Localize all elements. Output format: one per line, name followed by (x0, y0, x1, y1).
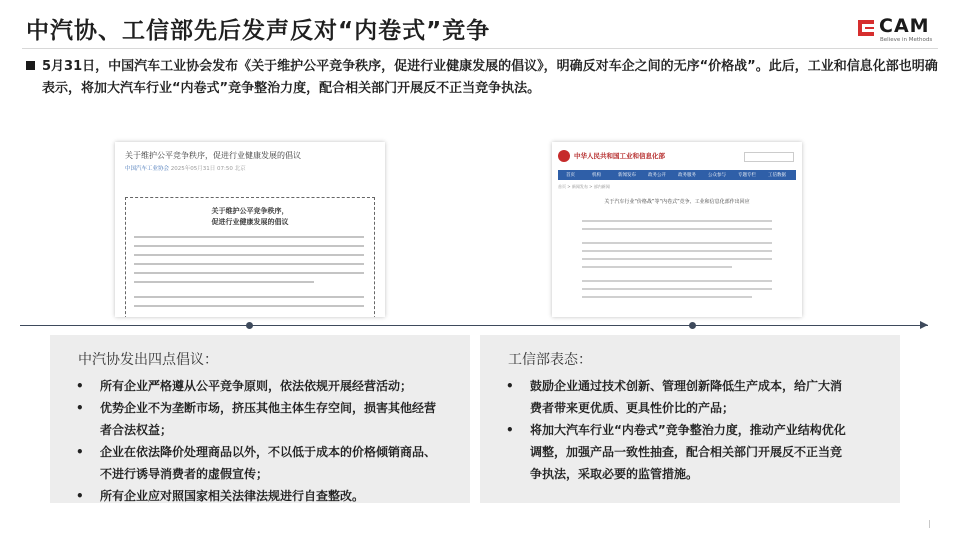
text-line (582, 296, 752, 298)
text-line (134, 281, 314, 283)
cpca-initiative-panel (50, 335, 470, 503)
miit-nav-item: 首页 (566, 173, 575, 178)
timeline-arrow-icon (920, 321, 928, 329)
miit-nav-bar (558, 170, 796, 180)
announcement-box-heading (126, 206, 374, 228)
miit-nav-item: 政务公开 (648, 173, 666, 178)
announcement-box-heading-line-2: 促进行业健康发展的倡议 (211, 218, 289, 226)
text-line (134, 254, 364, 256)
announcement-meta (125, 164, 246, 172)
miit-statement-panel (480, 335, 900, 503)
title-divider (22, 48, 938, 49)
announcement-source: 中国汽车工业协会 (125, 166, 170, 172)
national-emblem-icon (558, 150, 570, 162)
announcement-title: 关于维护公平竞争秩序，促进行业健康发展的倡议 (125, 151, 301, 160)
caam-announcement-screenshot (115, 142, 385, 317)
list-item: • 优势企业不为垄断市场，挤压其他主体生存空间，损害其他经营者合法权益； (50, 397, 438, 441)
intro-paragraph (42, 56, 942, 100)
text-line (582, 258, 772, 260)
miit-nav-item: 专题专栏 (738, 173, 756, 178)
logo-tagline: Believe in Methods (880, 37, 933, 43)
announcement-body-box (125, 197, 375, 317)
miit-nav-item: 公众参与 (708, 173, 726, 178)
text-line (134, 236, 364, 238)
text-line (582, 242, 772, 244)
timeline-dot (246, 322, 253, 329)
cpca-initiative-list (50, 375, 438, 507)
miit-breadcrumb: 首页 > 新闻发布 > 部内新闻 (558, 184, 610, 189)
slide-title: 中汽协、工信部先后发声反对“内卷式”竞争 (26, 18, 491, 44)
logo-text: CAM (879, 15, 930, 37)
timeline-dot (689, 322, 696, 329)
miit-search-box (744, 152, 794, 162)
miit-article-headline: 关于汽车行业“价格战”等“内卷式”竞争、工业和信息化部作出回应 (604, 199, 750, 205)
list-item: • 所有企业严格遵从公平竞争原则，依法依规开展经营活动； (50, 375, 438, 397)
announcement-box-heading-line-1: 关于维护公平竞争秩序， (211, 207, 289, 215)
text-line (582, 228, 772, 230)
cam-logo (856, 16, 938, 46)
cpca-panel-heading: 中汽协发出四点倡议： (78, 352, 218, 368)
miit-site-name: 中华人民共和国工业和信息化部 (574, 152, 665, 160)
text-line (134, 263, 364, 265)
text-line (582, 266, 732, 268)
text-line (134, 272, 364, 274)
text-line (582, 280, 772, 282)
text-line (134, 305, 364, 307)
logo-mark-icon (856, 18, 876, 38)
miit-panel-heading: 工信部表态： (508, 352, 592, 368)
miit-nav-item: 工信数据 (768, 173, 786, 178)
text-line (134, 245, 364, 247)
intro-text: 5月31日，中国汽车工业协会发布《关于维护公平竞争秩序，促进行业健康发展的倡议》，明确反对车企之间的无序“价格战”。此后，工业和信息化部也明确表示，将加大汽车行业“内卷式”竞争整治力度，配合相关部门开展反不正当竞争执法。 (42, 59, 938, 96)
text-line (582, 288, 772, 290)
text-line (134, 296, 364, 298)
announcement-date: 2025年05月31日 07:50 北京 (170, 166, 246, 172)
miit-banner (558, 148, 796, 166)
miit-nav-item: 新闻发布 (618, 173, 636, 178)
miit-nav-item: 政务服务 (678, 173, 696, 178)
page-marker (929, 520, 930, 528)
miit-website-screenshot (552, 142, 802, 317)
miit-statement-list (480, 375, 846, 485)
text-line (582, 220, 772, 222)
square-bullet-icon (26, 61, 35, 70)
list-item: • 所有企业应对照国家相关法律法规进行自查整改。 (50, 485, 438, 507)
list-item: • 鼓励企业通过技术创新、管理创新降低生产成本，给广大消费者带来更优质、更具性价比的产品； (480, 375, 846, 419)
list-item: • 将加大汽车行业“内卷式”竞争整治力度，推动产业结构优化调整，加强产品一致性抽查，配合相关部门开展反不正当竞争执法，采取必要的监管措施。 (480, 419, 846, 485)
text-line (582, 250, 772, 252)
timeline-line (20, 325, 928, 326)
list-item: • 企业在依法降价处理商品以外，不以低于成本的价格倾销商品、不进行诱导消费者的虚假宣传； (50, 441, 438, 485)
miit-nav-item: 机构 (592, 173, 601, 178)
